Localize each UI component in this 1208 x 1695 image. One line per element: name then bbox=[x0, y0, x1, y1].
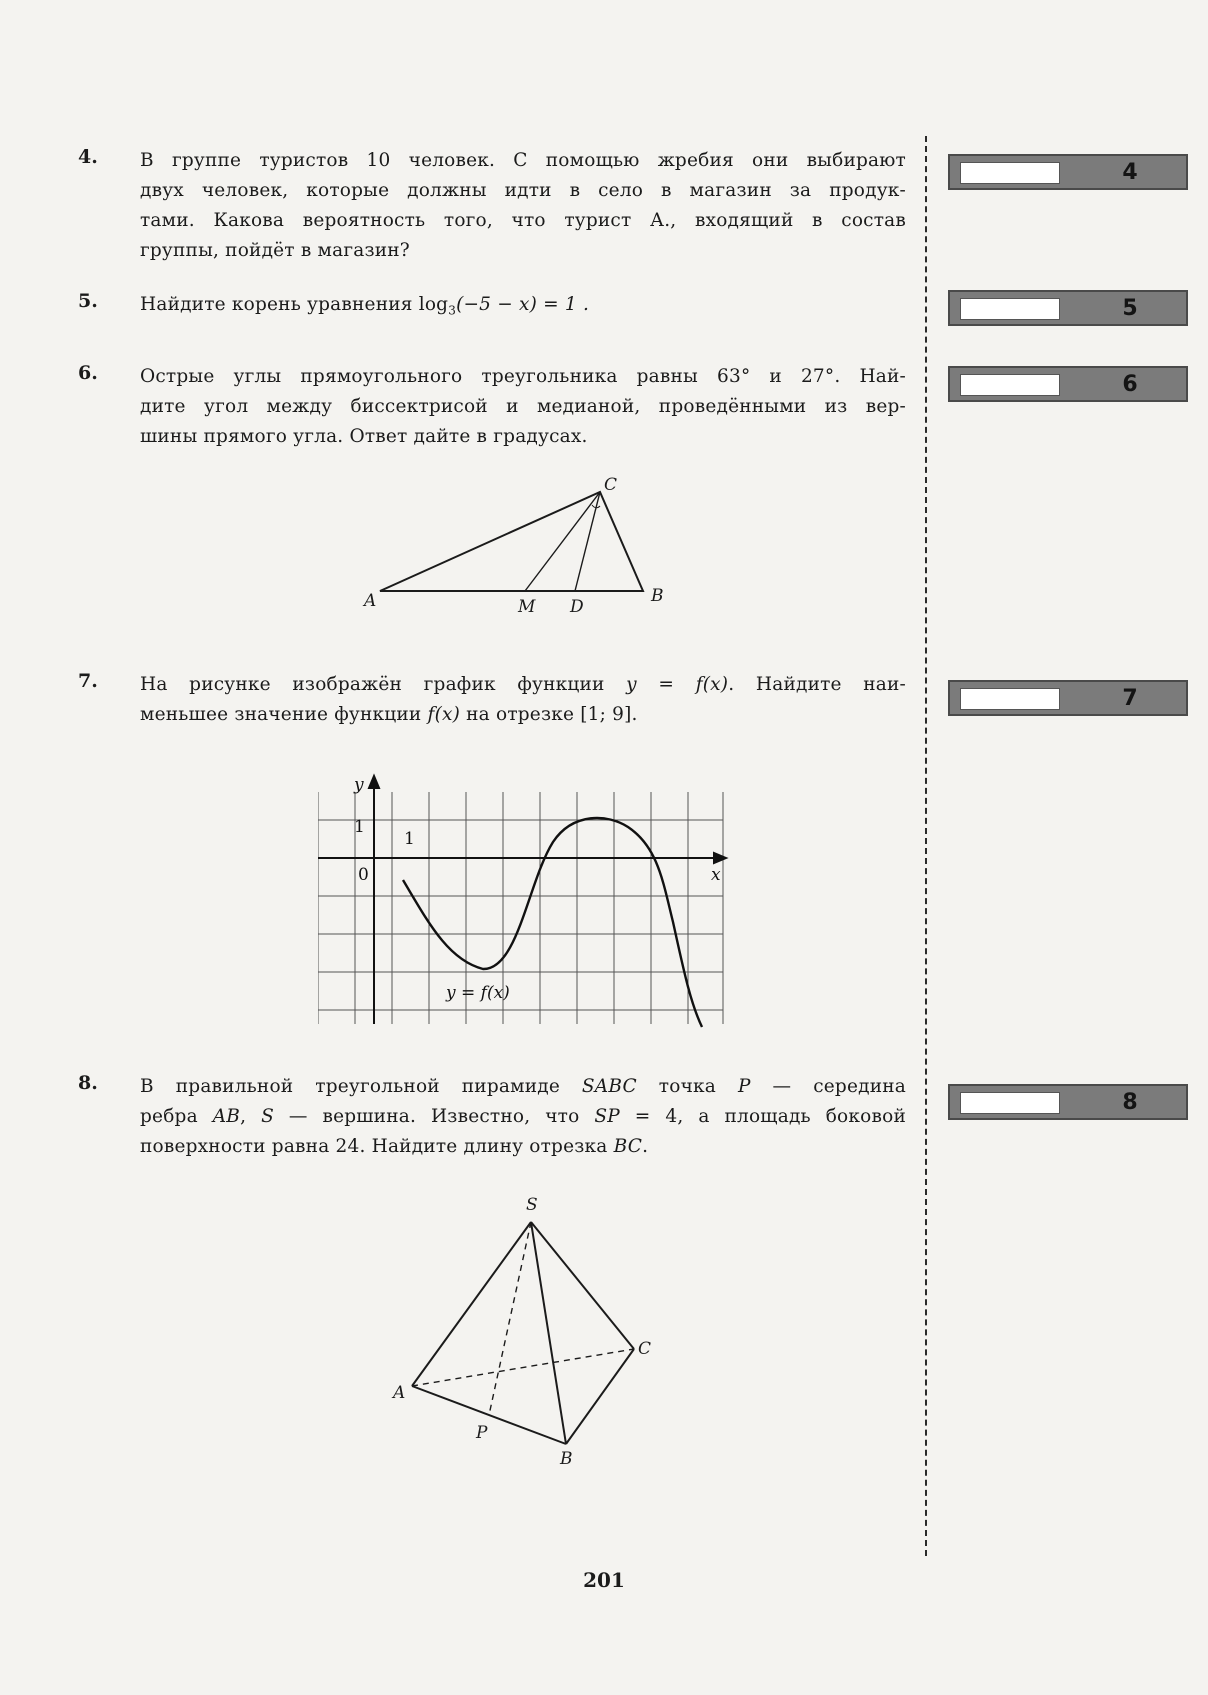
task-line: На рисунке изображён график функции y = f(x). Найдите наи- bbox=[140, 674, 907, 695]
label-b: B bbox=[651, 586, 664, 606]
page-number: 201 bbox=[583, 1568, 625, 1592]
label-m: M bbox=[518, 597, 536, 617]
answer-field[interactable] bbox=[960, 1092, 1060, 1114]
task-number: 6. bbox=[78, 362, 98, 384]
answer-box-4 bbox=[948, 154, 1188, 190]
triangle-abc bbox=[380, 492, 643, 591]
task-line: Найдите корень уравнения $\log_3(-5 - x) = 1$ . bbox=[140, 294, 590, 318]
origin-label: 0 bbox=[358, 865, 369, 885]
task-text bbox=[140, 670, 906, 730]
task-line: шины прямого угла. Ответ дайте в градусах. bbox=[140, 426, 588, 447]
task-line: поверхности равна 24. Найдите длину отрезка BC. bbox=[140, 1136, 649, 1157]
y-axis-label: y bbox=[354, 775, 364, 795]
label-c: C bbox=[638, 1339, 652, 1359]
y-tick-one: 1 bbox=[354, 817, 365, 837]
curve-label: y = f(x) bbox=[446, 983, 510, 1003]
answer-box-label: 6 bbox=[1122, 372, 1138, 397]
cut-line bbox=[925, 136, 927, 1556]
label-d: D bbox=[570, 597, 584, 617]
pyramid-figure bbox=[390, 1192, 670, 1476]
answer-box-8 bbox=[948, 1084, 1188, 1120]
task-number: 8. bbox=[78, 1072, 98, 1094]
task-line: В группе туристов 10 человек. С помощью жребия они выбирают bbox=[140, 150, 906, 171]
x-axis-arrow bbox=[714, 853, 726, 863]
edge-sb bbox=[531, 1222, 566, 1444]
task-number: 5. bbox=[78, 290, 98, 312]
edge-sc bbox=[531, 1222, 634, 1349]
task-line: группы, пойдёт в магазин? bbox=[140, 240, 410, 261]
task-line: меньшее значение функции f(x) на отрезке [1; 9]. bbox=[140, 704, 638, 725]
x-axis-label: x bbox=[711, 865, 721, 885]
answer-box-6 bbox=[948, 366, 1188, 402]
answer-box-label: 8 bbox=[1122, 1090, 1138, 1115]
label-a: A bbox=[364, 591, 377, 611]
task-number: 4. bbox=[78, 146, 98, 168]
hidden-edge-ac bbox=[412, 1349, 634, 1386]
x-tick-one: 1 bbox=[404, 829, 415, 849]
answer-field[interactable] bbox=[960, 374, 1060, 396]
answer-field[interactable] bbox=[960, 298, 1060, 320]
label-s: S bbox=[526, 1195, 538, 1215]
answer-box-label: 7 bbox=[1122, 686, 1138, 711]
label-p: P bbox=[476, 1423, 488, 1443]
answer-field[interactable] bbox=[960, 162, 1060, 184]
triangle-figure bbox=[360, 470, 690, 624]
task-text bbox=[140, 362, 906, 452]
answer-box-label: 4 bbox=[1122, 160, 1138, 185]
label-b: B bbox=[560, 1449, 573, 1469]
task-line: двух человек, которые должны идти в село в магазин за продук- bbox=[140, 180, 906, 201]
median-cm bbox=[525, 492, 600, 591]
task-text bbox=[140, 1072, 906, 1162]
function-graph bbox=[318, 772, 738, 1036]
task-line: дите угол между биссектрисой и медианой, проведёнными из вер- bbox=[140, 396, 906, 417]
edge-ab bbox=[412, 1386, 566, 1444]
answer-box-label: 5 bbox=[1122, 296, 1138, 321]
answer-field[interactable] bbox=[960, 688, 1060, 710]
edge-bc bbox=[566, 1349, 634, 1444]
task-number: 7. bbox=[78, 670, 98, 692]
task-text bbox=[140, 290, 906, 326]
label-a: A bbox=[393, 1383, 406, 1403]
edge-sa bbox=[412, 1222, 531, 1386]
y-axis-arrow bbox=[369, 776, 379, 788]
task-text bbox=[140, 146, 906, 266]
label-c: C bbox=[604, 475, 618, 495]
answer-box-5 bbox=[948, 290, 1188, 326]
task-line: В правильной треугольной пирамиде SABC точка P — середина bbox=[140, 1076, 906, 1097]
bisector-cd bbox=[575, 492, 600, 591]
answer-box-7 bbox=[948, 680, 1188, 716]
task-line: тами. Какова вероятность того, что турист А., входящий в состав bbox=[140, 210, 906, 231]
task-line: Острые углы прямоугольного треугольника равны 63° и 27°. Най- bbox=[140, 366, 906, 387]
task-line: ребра AB, S — вершина. Известно, что SP = 4, а площадь боковой bbox=[140, 1106, 906, 1127]
